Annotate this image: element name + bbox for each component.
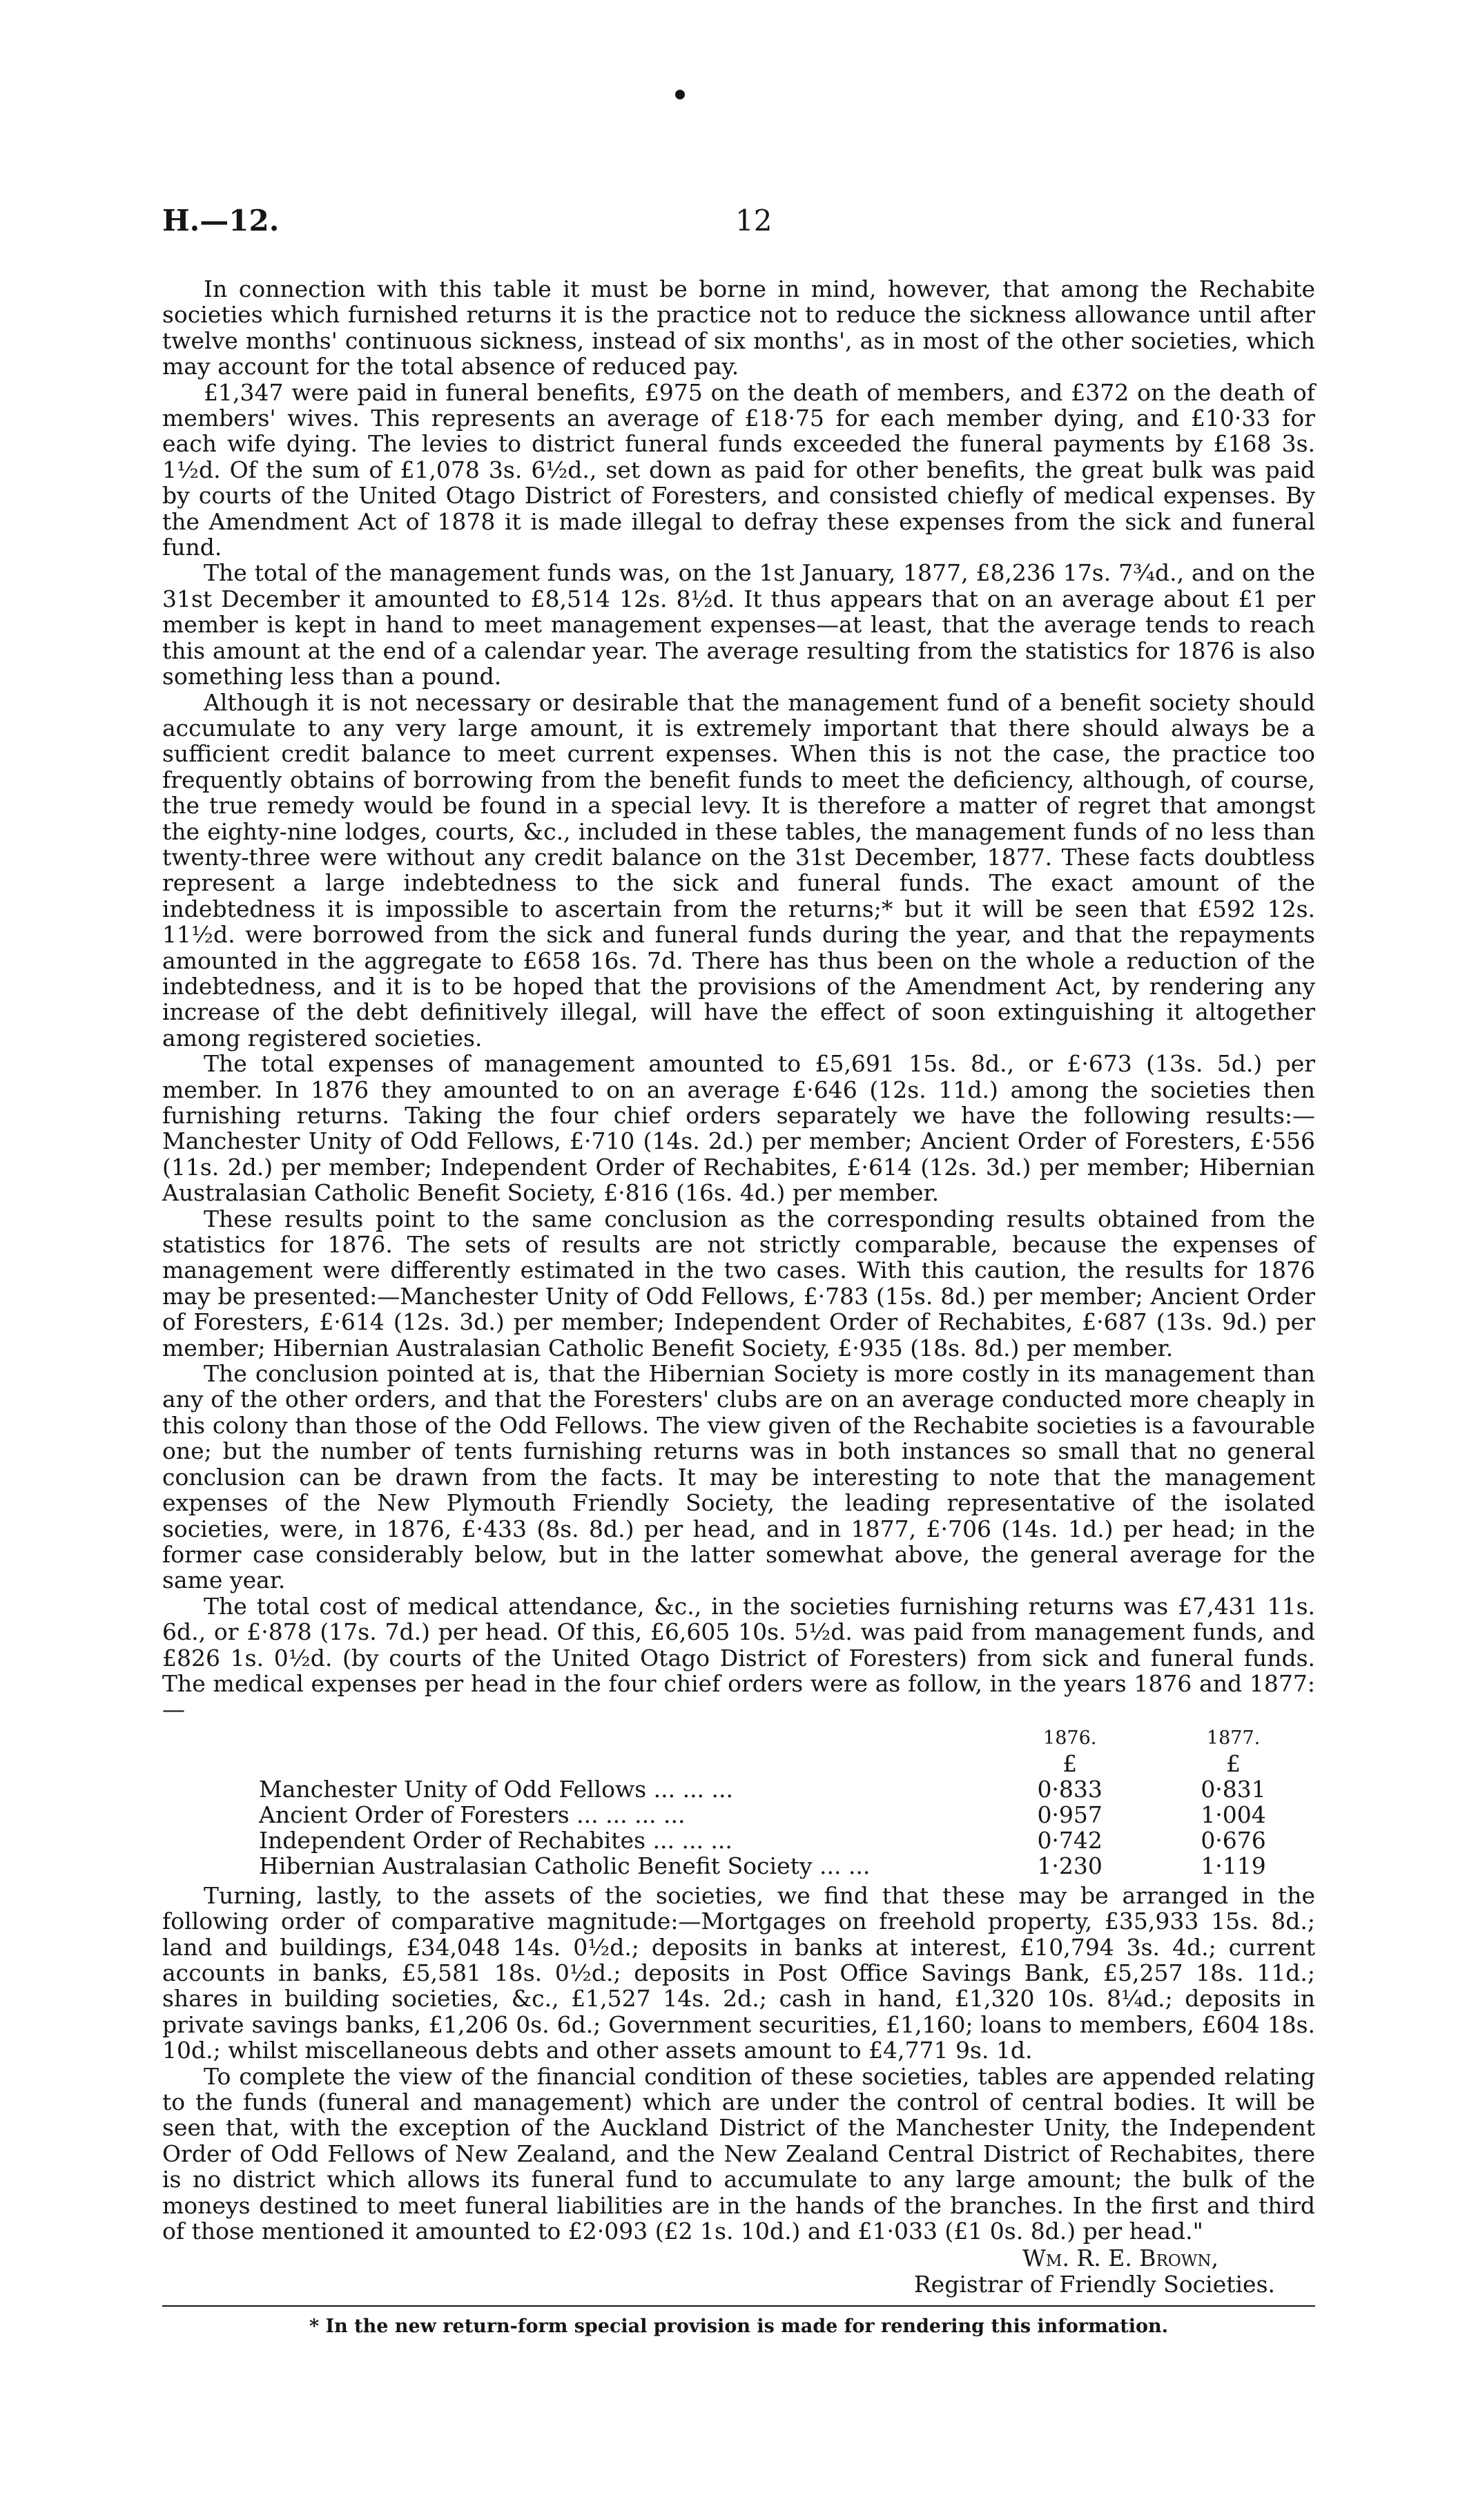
document-code: H.—12. — [162, 204, 280, 238]
paragraph: The total cost of medical attendance, &c., in the societies furnishing returns was £7,431 11s. 6d., or £·878 (17s. 7d.) per head. Of this, £6,605 10s. 5½d. was paid from management funds, and £826 1s. 0½d. (by courts of the United Otago District of Foresters) from sick and funeral funds. The medical expenses per head in the four chief orders were as follow, in the years 1876 and 1877:— — [162, 1592, 1315, 1723]
table-row — [259, 1828, 1315, 1853]
page-number: 12 — [735, 204, 773, 238]
signature-block — [162, 2245, 1315, 2297]
row-label: Hibernian Australasian Catholic Benefit Society ... ... — [259, 1852, 871, 1879]
paragraph: In connection with this table it must be borne in mind, however, that among the Rechabite societies which furnished returns it is the practice not to reduce the sickness allowance until after twelve months' continuous sickness, instead of six months', as in most of the other societies, which may account for the total absence of reduced pay. — [162, 275, 1315, 380]
paragraph: The conclusion pointed at is, that the Hibernian Society is more costly in its management than any of the other orders, and that the Foresters' clubs are on an average conducted more cheaply in this colony than those of the Odd Fellows. The view given of the Rechabite societies is a favourable one; but the number of tents furnishing returns was in both instances so small that no general conclusion can be drawn from the facts. It may be interesting to note that the management expenses of the New Plymouth Friendly Society, the leading representative of the isolated societies, were, in 1876, £·433 (8s. 8d.) per head, and in 1877, £·706 (14s. 1d.) per head; in the former case considerably below, but in the latter somewhat above, the general average for the same year. — [162, 1360, 1315, 1594]
paragraph: £1,347 were paid in funeral benefits, £975 on the death of members, and £372 on the death of members' wives. This represents an average of £18·75 for each member dying, and £10·33 for each wife dying. The levies to district funeral funds exceeded the funeral payments by £168 3s. 1½d. Of the sum of £1,078 3s. 6½d., set down as paid for other benefits, the great bulk was paid by courts of the United Otago District of Foresters, and consisted chiefly of medical expenses. By the Amendment Act of 1878 it is made illegal to defray these expenses from the sick and funeral fund. — [162, 378, 1315, 561]
value-1876: 0·957 — [1037, 1801, 1103, 1828]
footnote-divider — [162, 2305, 1315, 2307]
document-body — [162, 276, 1315, 2340]
table-row — [259, 1802, 1315, 1828]
table-year-header-row — [259, 1725, 1315, 1751]
medical-expenses-table — [162, 1725, 1315, 1879]
printer-dot — [675, 90, 685, 99]
paragraph: These results point to the same conclusion as the corresponding results obtained from the statistics for 1876. The sets of results are not strictly comparable, because the expenses of management were differently estimated in the two cases. With this caution, the results for 1876 may be presented:—Manchester Unity of Odd Fellows, £·783 (15s. 8d.) per member; Ancient Order of Foresters, £·614 (12s. 3d.) per member; Independent Order of Rechabites, £·687 (13s. 9d.) per member; Hibernian Australasian Catholic Benefit Society, £·935 (18s. 8d.) per member. — [162, 1205, 1315, 1361]
value-1876: 0·742 — [1037, 1826, 1103, 1854]
value-1877: 1·119 — [1201, 1852, 1266, 1879]
table-unit-header-row — [259, 1751, 1315, 1776]
footnote: * In the new return-form special provision is made for rendering this information. — [309, 2316, 1168, 2338]
row-label: Manchester Unity of Odd Fellows ... ... ... — [259, 1776, 734, 1802]
unit-header: £ — [1226, 1750, 1241, 1777]
unit-header: £ — [1062, 1750, 1078, 1777]
paragraph: Although it is not necessary or desirable that the management fund of a benefit society should accumulate to any very large amount, it is extremely important that there should always be a sufficient credit balance to meet current expenses. When this is not the case, the practice too frequently obtains of borrowing from the benefit funds to meet the deficiency, although, of course, the true remedy would be found in a special levy. It is therefore a matter of regret that amongst the eighty-nine lodges, courts, &c., included in these tables, the management funds of no less than twenty-three were without any credit balance on the 31st December, 1877. These facts doubtless represent a large indebtedness to the sick and funeral funds. The exact amount of the indebtedness it is impossible to ascertain from the returns;* but it will be seen that £592 12s. 11½d. were borrowed from the sick and funeral funds during the year, and that the repayments amounted in the aggregate to £658 16s. 7d. There has thus been on the whole a reduction of the indebtedness, and it is to be hoped that the provisions of the Amendment Act, by rendering any increase of the debt definitively illegal, will have the effect of soon extinguishing it altogether among registered societies. — [162, 688, 1315, 1051]
year-header-1877: 1877. — [1206, 1727, 1261, 1749]
page-header — [162, 204, 1336, 245]
value-1876: 1·230 — [1037, 1852, 1103, 1879]
paragraph: The total of the management funds was, on the 1st January, 1877, £8,236 17s. 7¾d., and on the 31st December it amounted to £8,514 12s. 8½d. It thus appears that on an average about £1 per member is kept in hand to meet management expenses—at least, that the average tends to reach this amount at the end of a calendar year. The average resulting from the statistics for 1876 is also something less than a pound. — [162, 559, 1315, 690]
row-label: Ancient Order of Foresters ... ... ... ... — [259, 1801, 686, 1828]
table-row — [259, 1776, 1315, 1802]
row-label: Independent Order of Rechabites ... ... ... — [259, 1827, 732, 1853]
value-1877: 1·004 — [1201, 1801, 1266, 1828]
year-header-1876: 1876. — [1043, 1727, 1097, 1749]
signature-title: Registrar of Friendly Societies. — [913, 2270, 1275, 2298]
value-1876: 0·833 — [1037, 1775, 1103, 1803]
table-row — [259, 1853, 1315, 1879]
value-1877: 0·831 — [1201, 1775, 1266, 1803]
signature-name: Wm. R. E. Brown, — [1022, 2245, 1218, 2272]
paragraph: Turning, lastly, to the assets of the societies, we find that these may be arranged in the following order of comparative magnitude:—Mortgages on freehold property, £35,933 15s. 8d.; land and buildings, £34,048 14s. 0½d.; deposits in banks at interest, £10,794 3s. 4d.; current accounts in banks, £5,581 18s. 0½d.; deposits in Post Office Savings Bank, £5,257 18s. 11d.; shares in building societies, &c., £1,527 14s. 2d.; cash in hand, £1,320 10s. 8¼d.; deposits in private savings banks, £1,206 0s. 6d.; Government securities, £1,160; loans to members, £604 18s. 10d.; whilst miscellaneous debts and other assets amount to £4,771 9s. 1d. — [162, 1881, 1315, 2064]
value-1877: 0·676 — [1201, 1826, 1266, 1854]
paragraph: To complete the view of the financial condition of these societies, tables are appended relating to the funds (funeral and management) which are under the control of central bodies. It will be seen that, with the exception of the Auckland District of the Manchester Unity, the Independent Order of Odd Fellows of New Zealand, and the New Zealand Central District of Rechabites, there is no district which allows its funeral fund to accumulate to any large amount; the bulk of the moneys destined to meet funeral liabilities are in the hands of the branches. In the first and third of those mentioned it amounted to £2·093 (£2 1s. 10d.) and £1·033 (£1 0s. 8d.) per head." — [162, 2062, 1315, 2245]
paragraph: The total expenses of management amounted to £5,691 15s. 8d., or £·673 (13s. 5d.) per member. In 1876 they amounted to on an average £·646 (12s. 11d.) among the societies then furnishing returns. Taking the four chief orders separately we have the following results:—Manchester Unity of Odd Fellows, £·710 (14s. 2d.) per member; Ancient Order of Foresters, £·556 (11s. 2d.) per member; Independent Order of Rechabites, £·614 (12s. 3d.) per member; Hibernian Australasian Catholic Benefit Society, £·816 (16s. 4d.) per member. — [162, 1050, 1315, 1207]
